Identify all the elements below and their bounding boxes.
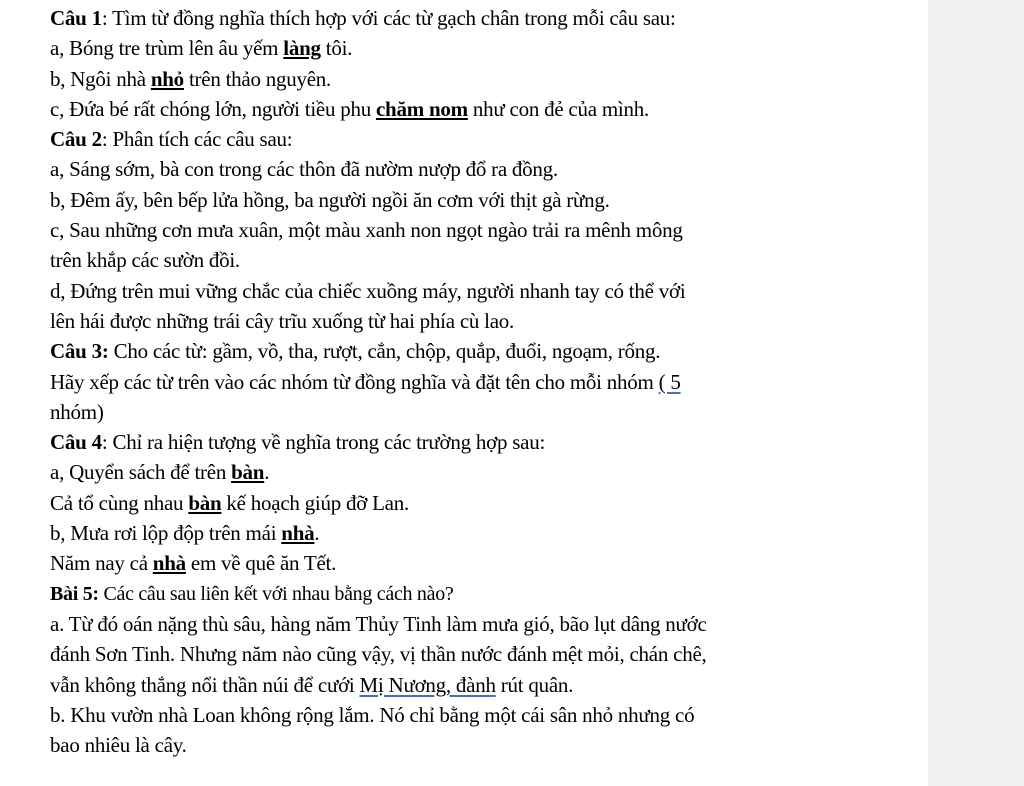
- bold-heading: Câu 4: [50, 430, 102, 455]
- underlined-word: nhỏ: [150, 66, 184, 91]
- underlined-word: bàn: [231, 460, 265, 485]
- text-line: [50, 124, 928, 154]
- text-segment: .: [264, 460, 270, 485]
- text-line: [50, 94, 928, 124]
- text-segment: trên khắp các sườn đồi.: [50, 248, 240, 273]
- text-segment: a, Quyển sách để trên: [50, 460, 232, 485]
- text-segment: a, Bóng tre trùm lên âu yếm: [50, 36, 284, 61]
- text-line: [50, 3, 928, 33]
- spellcheck-underline: ( 5: [658, 369, 681, 394]
- text-segment: nhóm): [50, 399, 104, 424]
- text-line: [50, 639, 928, 669]
- text-segment: rút quân.: [495, 672, 574, 697]
- text-line: [50, 488, 928, 518]
- text-segment: như con đẻ của mình.: [467, 96, 649, 121]
- text-line: [50, 609, 928, 639]
- text-line: [50, 579, 928, 609]
- text-segment: em về quê ăn Tết.: [185, 551, 337, 576]
- text-line: [50, 185, 928, 215]
- text-segment: b, Đêm ấy, bên bếp lửa hồng, ba người ngồi ăn cơm với thịt gà rừng.: [50, 187, 610, 212]
- text-segment: : Tìm từ đồng nghĩa thích hợp với các từ gạch chân trong mỗi câu sau:: [101, 6, 676, 30]
- bold-heading: Câu 1: [50, 6, 102, 30]
- underlined-word: làng: [283, 36, 321, 61]
- text-segment: kế hoạch giúp đỡ Lan.: [221, 490, 409, 515]
- text-line: [50, 700, 928, 730]
- text-line: [50, 670, 928, 700]
- text-line: [50, 64, 928, 94]
- text-line: [50, 276, 928, 306]
- text-line: [50, 397, 928, 427]
- text-line: [50, 457, 928, 487]
- text-segment: b, Ngôi nhà: [50, 66, 151, 91]
- text-segment: a, Sáng sớm, bà con trong các thôn đã nườm nượp đổ ra đồng.: [50, 157, 558, 182]
- text-segment: c, Sau những cơn mưa xuân, một màu xanh non ngọt ngào trải ra mênh mông: [50, 218, 683, 243]
- text-line: [50, 336, 928, 366]
- bold-heading: Câu 2: [50, 127, 102, 152]
- text-segment: tôi.: [320, 36, 353, 61]
- text-segment: Cho các từ: gầm, vồ, tha, rượt, cắn, chộp, quắp, đuổi, ngoạm, rống.: [108, 339, 661, 364]
- text-line: [50, 215, 928, 245]
- text-segment: đánh Sơn Tinh. Nhưng năm nào cũng vậy, vị thần nước đánh mệt mỏi, chán chê,: [50, 642, 707, 667]
- text-line: [50, 367, 928, 397]
- text-segment: Hãy xếp các từ trên vào các nhóm từ đồng nghĩa và đặt tên cho mỗi nhóm: [50, 369, 659, 394]
- text-line: [50, 548, 928, 578]
- text-segment: .: [314, 521, 320, 546]
- text-segment: trên thảo nguyên.: [183, 66, 332, 91]
- text-segment: Năm nay cả: [50, 551, 153, 576]
- underlined-word: chăm nom: [375, 96, 468, 121]
- spellcheck-underline: Mị Nương, đành: [359, 672, 496, 697]
- text-segment: c, Đứa bé rất chóng lớn, người tiều phu: [50, 96, 376, 121]
- bold-heading: Câu 3:: [50, 339, 109, 364]
- text-segment: Các câu sau liên kết với nhau bằng cách nào?: [98, 582, 454, 605]
- text-line: [50, 306, 928, 336]
- text-segment: b. Khu vườn nhà Loan không rộng lắm. Nó chỉ bằng một cái sân nhỏ nhưng có: [50, 702, 695, 727]
- underlined-word: bàn: [188, 490, 222, 515]
- text-line: [50, 518, 928, 548]
- text-segment: b, Mưa rơi lộp độp trên mái: [50, 521, 282, 546]
- text-line: [50, 730, 928, 760]
- underlined-word: nhà: [152, 551, 186, 576]
- text-line: [50, 33, 928, 63]
- text-line: [50, 245, 928, 275]
- text-segment: Cả tổ cùng nhau: [50, 490, 189, 515]
- text-segment: bao nhiêu là cây.: [50, 733, 187, 758]
- bold-heading: Bài 5:: [50, 582, 99, 605]
- text-line: [50, 427, 928, 457]
- underlined-word: nhà: [281, 521, 315, 546]
- text-segment: lên hái được những trái cây trĩu xuống từ hai phía cù lao.: [50, 308, 515, 333]
- text-segment: vẫn không thắng nổi thần núi để cưới: [50, 672, 360, 697]
- text-segment: : Phân tích các câu sau:: [101, 127, 293, 152]
- text-segment: d, Đứng trên mui vững chắc của chiếc xuồng máy, người nhanh tay có thể với: [50, 278, 686, 303]
- window-margin: [928, 0, 1024, 786]
- text-line: [50, 154, 928, 184]
- text-segment: : Chỉ ra hiện tượng về nghĩa trong các trường hợp sau:: [101, 430, 546, 455]
- text-segment: a. Từ đó oán nặng thù sâu, hàng năm Thủy Tinh làm mưa gió, bão lụt dâng nước: [50, 611, 707, 636]
